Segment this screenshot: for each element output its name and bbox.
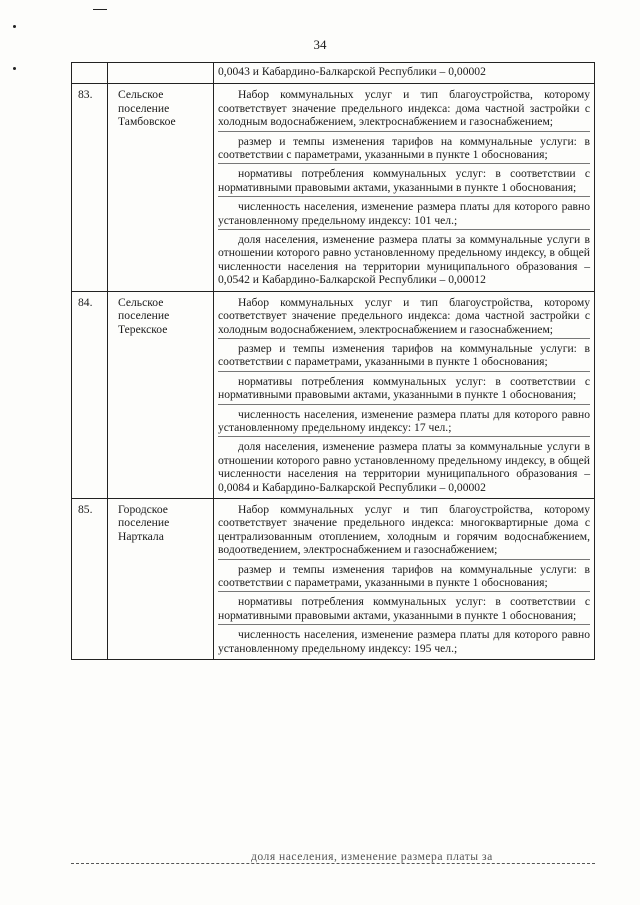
paragraph-services: Набор коммунальных услуг и тип благоустройства, которому соответствует значение предельного индекса: дома частной застройки с холодным водоснабжением, электроснабжением и газоснабжением;: [218, 295, 590, 336]
row-number: 83.: [72, 84, 108, 291]
paragraph-population: численность населения, изменение размера платы для которого равно установленному предельному индексу: 195 чел.;: [218, 624, 590, 657]
table-row: [72, 291, 595, 498]
table-row-continuation: [72, 63, 595, 84]
cell-description: [214, 84, 595, 291]
paragraph-tariffs: размер и темпы изменения тарифов на коммунальные услуги: в соответствии с параметрами, указанными в пункте 1 обоснования;: [218, 131, 590, 164]
paragraph-population: численность населения, изменение размера платы для которого равно установленному предельному индексу: 17 чел.;: [218, 404, 590, 437]
row-number: 84.: [72, 291, 108, 498]
paragraph-services: Набор коммунальных услуг и тип благоустройства, которому соответствует значение предельного индекса: многоквартирные дома с централизованным отоплением, холодным и горячим водоснабжением, водоотведением, электроснабжением и газоснабжением;: [218, 502, 590, 557]
cell-num: [72, 63, 108, 84]
municipalities-table: [71, 62, 595, 660]
cell-description: [214, 498, 595, 659]
scan-artifact-dot: [13, 25, 16, 28]
municipality-name: Сельское поселение Терекское: [108, 291, 214, 498]
paragraph-share: доля населения, изменение размера платы за коммунальные услуги в отношении которого равно установленному предельному индексу, в общей численности населения на территории муниципального образования – 0,0084 и Кабардино-Балкарской Республики – 0,00002: [218, 436, 590, 496]
paragraph-services: Набор коммунальных услуг и тип благоустройства, которому соответствует значение предельного индекса: дома частной застройки с холодным водоснабжением, электроснабжением и газоснабжением;: [218, 88, 590, 129]
table-row: [72, 84, 595, 291]
continuation-text: 0,0043 и Кабардино-Балкарской Республики – 0,00002: [218, 65, 486, 78]
scan-artifact-dot: [13, 67, 16, 70]
scan-artifact-line: [93, 9, 107, 10]
cut-off-line: доля населения, изменение размера платы за: [71, 850, 595, 864]
paragraph-share: доля населения, изменение размера платы за коммунальные услуги в отношении которого равно установленному предельному индексу, в общей численности населения на территории муниципального образования – 0,0542 и Кабардино-Балкарской Республики – 0,00012: [218, 229, 590, 289]
municipality-name: Сельское поселение Тамбовское: [108, 84, 214, 291]
paragraph-population: численность населения, изменение размера платы для которого равно установленному предельному индексу: 101 чел.;: [218, 196, 590, 229]
paragraph-tariffs: размер и темпы изменения тарифов на коммунальные услуги: в соответствии с параметрами, указанными в пункте 1 обоснования;: [218, 338, 590, 371]
paragraph-norms: нормативы потребления коммунальных услуг: в соответствии с нормативными правовыми актами, указанными в пункте 1 обоснования;: [218, 371, 590, 404]
municipality-name: Городское поселение Нарткала: [108, 498, 214, 659]
cell-description: [214, 291, 595, 498]
paragraph-norms: нормативы потребления коммунальных услуг: в соответствии с нормативными правовыми актами, указанными в пункте 1 обоснования;: [218, 163, 590, 196]
paragraph-tariffs: размер и темпы изменения тарифов на коммунальные услуги: в соответствии с параметрами, указанными в пункте 1 обоснования;: [218, 559, 590, 592]
row-number: 85.: [72, 498, 108, 659]
cell-name: [108, 63, 214, 84]
table-row: [72, 498, 595, 659]
paragraph-norms: нормативы потребления коммунальных услуг: в соответствии с нормативными правовыми актами, указанными в пункте 1 обоснования;: [218, 591, 590, 624]
cell-description: [214, 63, 595, 84]
page-number: 34: [313, 37, 327, 52]
